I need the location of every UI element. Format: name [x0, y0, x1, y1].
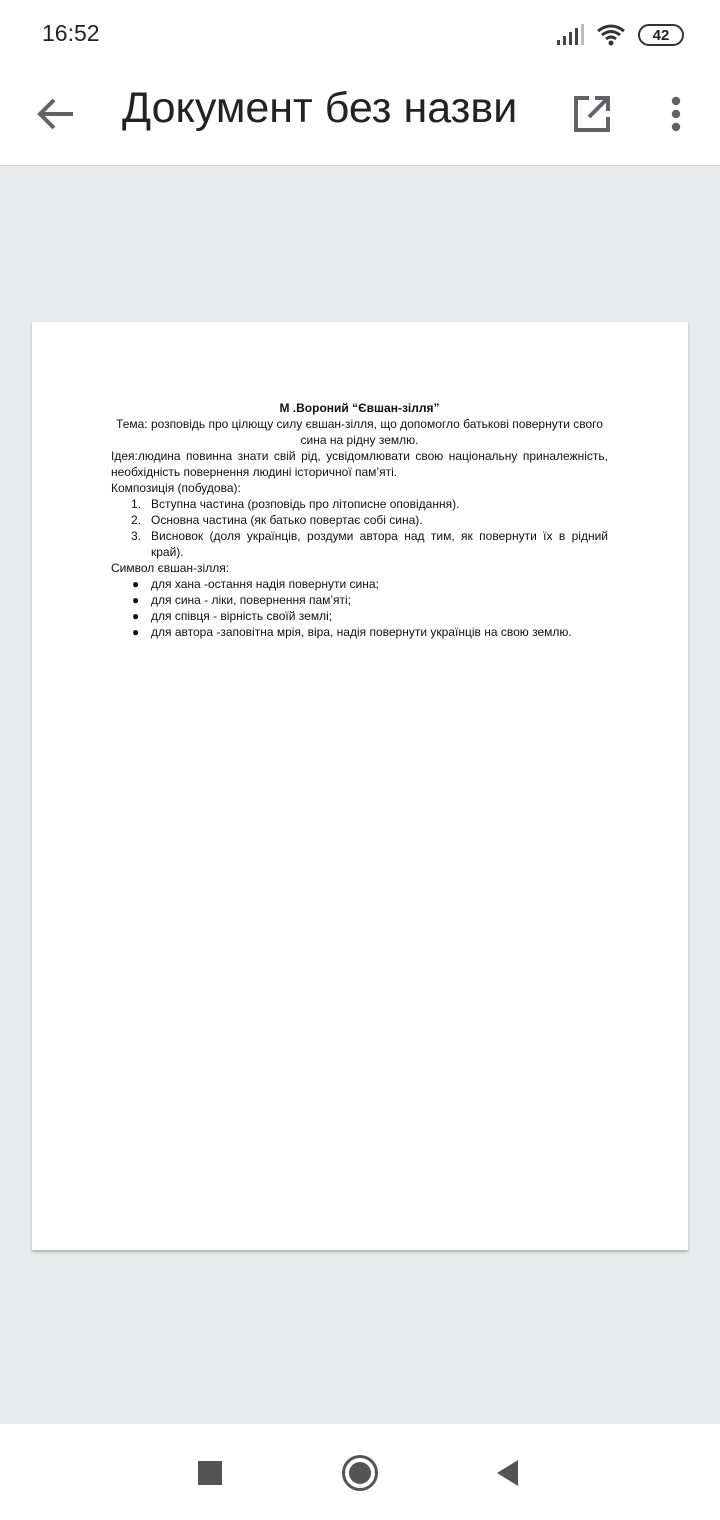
- list-text: Висновок (доля українців, роздуми автора над тим, як повернути їх в рідний край).: [151, 529, 608, 559]
- navigation-bar: [0, 1424, 720, 1520]
- bullet-icon: ●: [132, 609, 140, 623]
- list-number: 2.: [131, 513, 142, 527]
- list-item: [111, 512, 608, 528]
- list-item: [111, 496, 608, 512]
- battery-icon: [638, 24, 684, 46]
- recents-button[interactable]: [183, 1446, 237, 1500]
- list-item: [111, 592, 608, 608]
- recents-square-icon: [198, 1461, 222, 1485]
- idea-paragraph: Ідея:людина повинна знати свій рід, усвідомлювати свою національну приналежність, необхідність повернення людині історичної пам’яті.: [111, 449, 608, 479]
- list-item: [111, 608, 608, 624]
- home-circle-icon: [341, 1454, 379, 1492]
- list-item: [111, 624, 608, 640]
- signal-icon: [556, 24, 584, 46]
- status-time: 16:52: [42, 20, 100, 46]
- document-page[interactable]: [32, 322, 688, 1250]
- composition-label: Композиція (побудова):: [111, 481, 241, 495]
- list-number: 3.: [131, 529, 142, 543]
- document-viewer[interactable]: [0, 167, 720, 1424]
- more-vert-icon: [670, 96, 682, 132]
- back-button[interactable]: [30, 88, 82, 140]
- open-in-new-button[interactable]: [566, 88, 618, 140]
- list-text: для співця - вірність своїй землі;: [151, 609, 333, 623]
- back-triangle-icon: [494, 1458, 520, 1488]
- list-text: для хана -остання надія повернути сина;: [151, 577, 379, 591]
- list-text: Вступна частина (розповідь про літописне оповідання).: [151, 497, 460, 511]
- back-arrow-icon: [37, 97, 75, 131]
- system-back-button[interactable]: [480, 1446, 534, 1500]
- document-title: Документ без назви: [122, 84, 518, 132]
- bullet-icon: ●: [132, 593, 140, 607]
- list-item: [111, 576, 608, 592]
- theme-paragraph: Тема: розповідь про цілющу силу євшан-зілля, що допомогло батькові повернути свого сина на рідну землю.: [116, 417, 603, 447]
- wifi-icon: [596, 24, 626, 46]
- symbol-label: Символ євшан-зілля:: [111, 561, 230, 575]
- list-text: Основна частина (як батько повертає собі сина).: [151, 513, 423, 527]
- list-text: для сина - ліки, повернення пам’яті;: [151, 593, 352, 607]
- list-text: для автора -заповітна мрія, віра, надія повернути українців на свою землю.: [151, 625, 572, 639]
- composition-list: [111, 496, 608, 560]
- list-number: 1.: [131, 497, 142, 511]
- list-item: [111, 528, 608, 560]
- app-bar: [0, 70, 720, 166]
- bullet-icon: ●: [132, 577, 140, 591]
- more-options-button[interactable]: [652, 88, 700, 140]
- open-in-new-icon: [572, 94, 612, 134]
- document-heading: М .Вороний “Євшан-зілля”: [279, 401, 440, 415]
- symbol-list: [111, 576, 608, 640]
- document-body: [111, 400, 608, 640]
- home-button[interactable]: [333, 1446, 387, 1500]
- bullet-icon: ●: [132, 625, 140, 639]
- battery-level: 42: [652, 26, 670, 44]
- status-bar: [0, 0, 720, 70]
- status-icons: [556, 22, 684, 48]
